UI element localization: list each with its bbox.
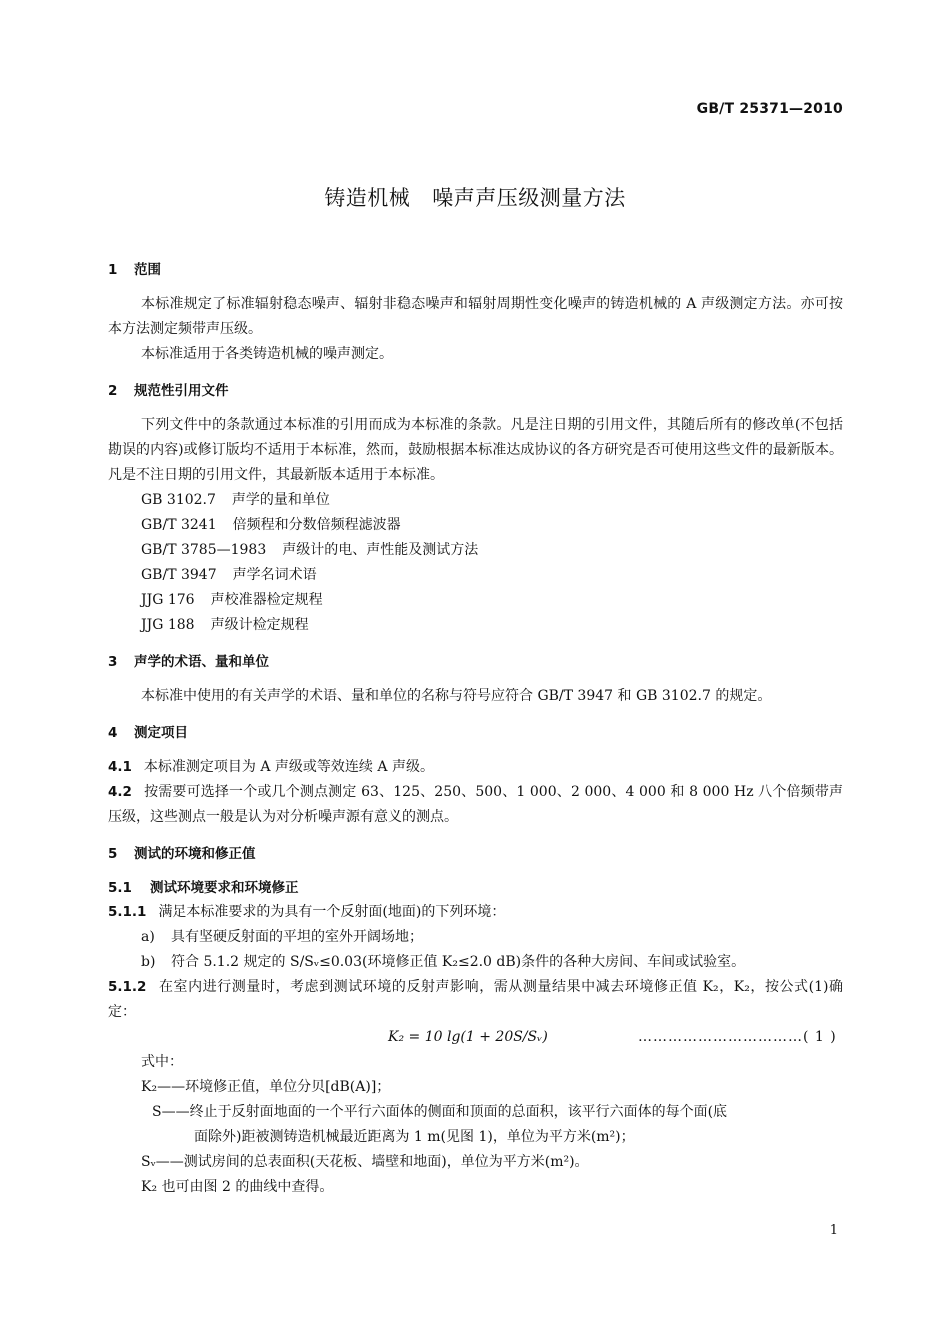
formula-expression: K₂ = 10 lg(1 + 20S/Sᵥ) bbox=[388, 1029, 548, 1045]
symbol-definition-k2: K₂——环境修正值，单位分贝[dB(A)]； bbox=[141, 1079, 391, 1095]
reference-item: JJG 188 声级计检定规程 bbox=[141, 617, 309, 633]
formula-number: ……………………………( 1 ) bbox=[638, 1029, 837, 1045]
clause-5-1-1: 5.1.1 满足本标准要求的为具有一个反射面(地面)的下列环境： bbox=[108, 904, 506, 920]
list-item-b: b) 符合 5.1.2 规定的 S/Sᵥ≤0.03(环境修正值 K₂≤2.0 dB)条件的各种大房间、车间或试验室。 bbox=[141, 954, 746, 970]
closing-note: K₂ 也可由图 2 的曲线中查得。 bbox=[141, 1179, 334, 1195]
symbol-definition-s: S——终止于反射面地面的一个平行六面体的侧面和顶面的总面积，该平行六面体的每个面(底 面除外)距被测铸造机械最近距离为 1 m(见图 1)，单位为平方米(m²)； bbox=[152, 1104, 728, 1145]
reference-item: GB/T 3241 倍频程和分数倍频程滤波器 bbox=[141, 517, 401, 533]
section-1-heading: 1 范围 bbox=[108, 262, 161, 278]
clause-4-1: 4.1 本标准测定项目为 A 声级或等效连续 A 声级。 bbox=[108, 759, 434, 775]
list-item-a: a) 具有坚硬反射面的平坦的室外开阔场地； bbox=[141, 929, 423, 945]
document-title bbox=[0, 182, 950, 212]
section-1-paragraph-2: 本标准适用于各类铸造机械的噪声测定。 bbox=[141, 346, 393, 362]
reference-item: GB/T 3785—1983 声级计的电、声性能及测试方法 bbox=[141, 542, 479, 558]
clause-4-2: 4.2 按需要可选择一个或几个测点测定 63、125、250、500、1 000、2 000、4 000 和 8 000 Hz 八个倍频带声压级，这些测点一般是认为对分析噪声源有意义的测点。 bbox=[108, 784, 843, 825]
reference-item: JJG 176 声校准器检定规程 bbox=[141, 592, 323, 608]
document-body bbox=[108, 258, 843, 1200]
title-part2: 噪声声压级测量方法 bbox=[432, 186, 626, 210]
section-4-heading: 4 测定项目 bbox=[108, 725, 188, 741]
reference-item: GB 3102.7 声学的量和单位 bbox=[141, 492, 330, 508]
standard-code: GB/T 25371—2010 bbox=[696, 101, 843, 117]
reference-item: GB/T 3947 声学名词术语 bbox=[141, 567, 317, 583]
section-1-paragraph-1: 本标准规定了标准辐射稳态噪声、辐射非稳态噪声和辐射周期性变化噪声的铸造机械的 A 声级测定方法。亦可按本方法测定频带声压级。 bbox=[108, 296, 843, 337]
formula-1 bbox=[108, 1025, 843, 1050]
title-part1: 铸造机械 bbox=[324, 186, 411, 210]
section-3-heading: 3 声学的术语、量和单位 bbox=[108, 654, 269, 670]
formula-where-label: 式中： bbox=[141, 1054, 183, 1070]
page-number: 1 bbox=[829, 1223, 838, 1238]
section-2-paragraph-1: 下列文件中的条款通过本标准的引用而成为本标准的条款。凡是注日期的引用文件，其随后所有的修改单(不包括勘误的内容)或修订版均不适用于本标准，然而，鼓励根据本标准达成协议的各方研究是否可使用这些文件的最新版本。凡是不注日期的引用文件，其最新版本适用于本标准。 bbox=[108, 417, 843, 483]
section-3-paragraph-1: 本标准中使用的有关声学的术语、量和单位的名称与符号应符合 GB/T 3947 和 GB 3102.7 的规定。 bbox=[141, 688, 772, 704]
symbol-definition-sv: Sᵥ——测试房间的总表面积(天花板、墙壁和地面)，单位为平方米(m²)。 bbox=[141, 1154, 589, 1170]
clause-5-1-2: 5.1.2 在室内进行测量时，考虑到测试环境的反射声影响，需从测量结果中减去环境修正值 K₂，K₂，按公式(1)确定： bbox=[108, 979, 843, 1020]
section-2-heading: 2 规范性引用文件 bbox=[108, 383, 229, 399]
section-5-heading: 5 测试的环境和修正值 bbox=[108, 846, 256, 862]
clause-5-1-heading: 5.1 测试环境要求和环境修正 bbox=[108, 880, 299, 896]
